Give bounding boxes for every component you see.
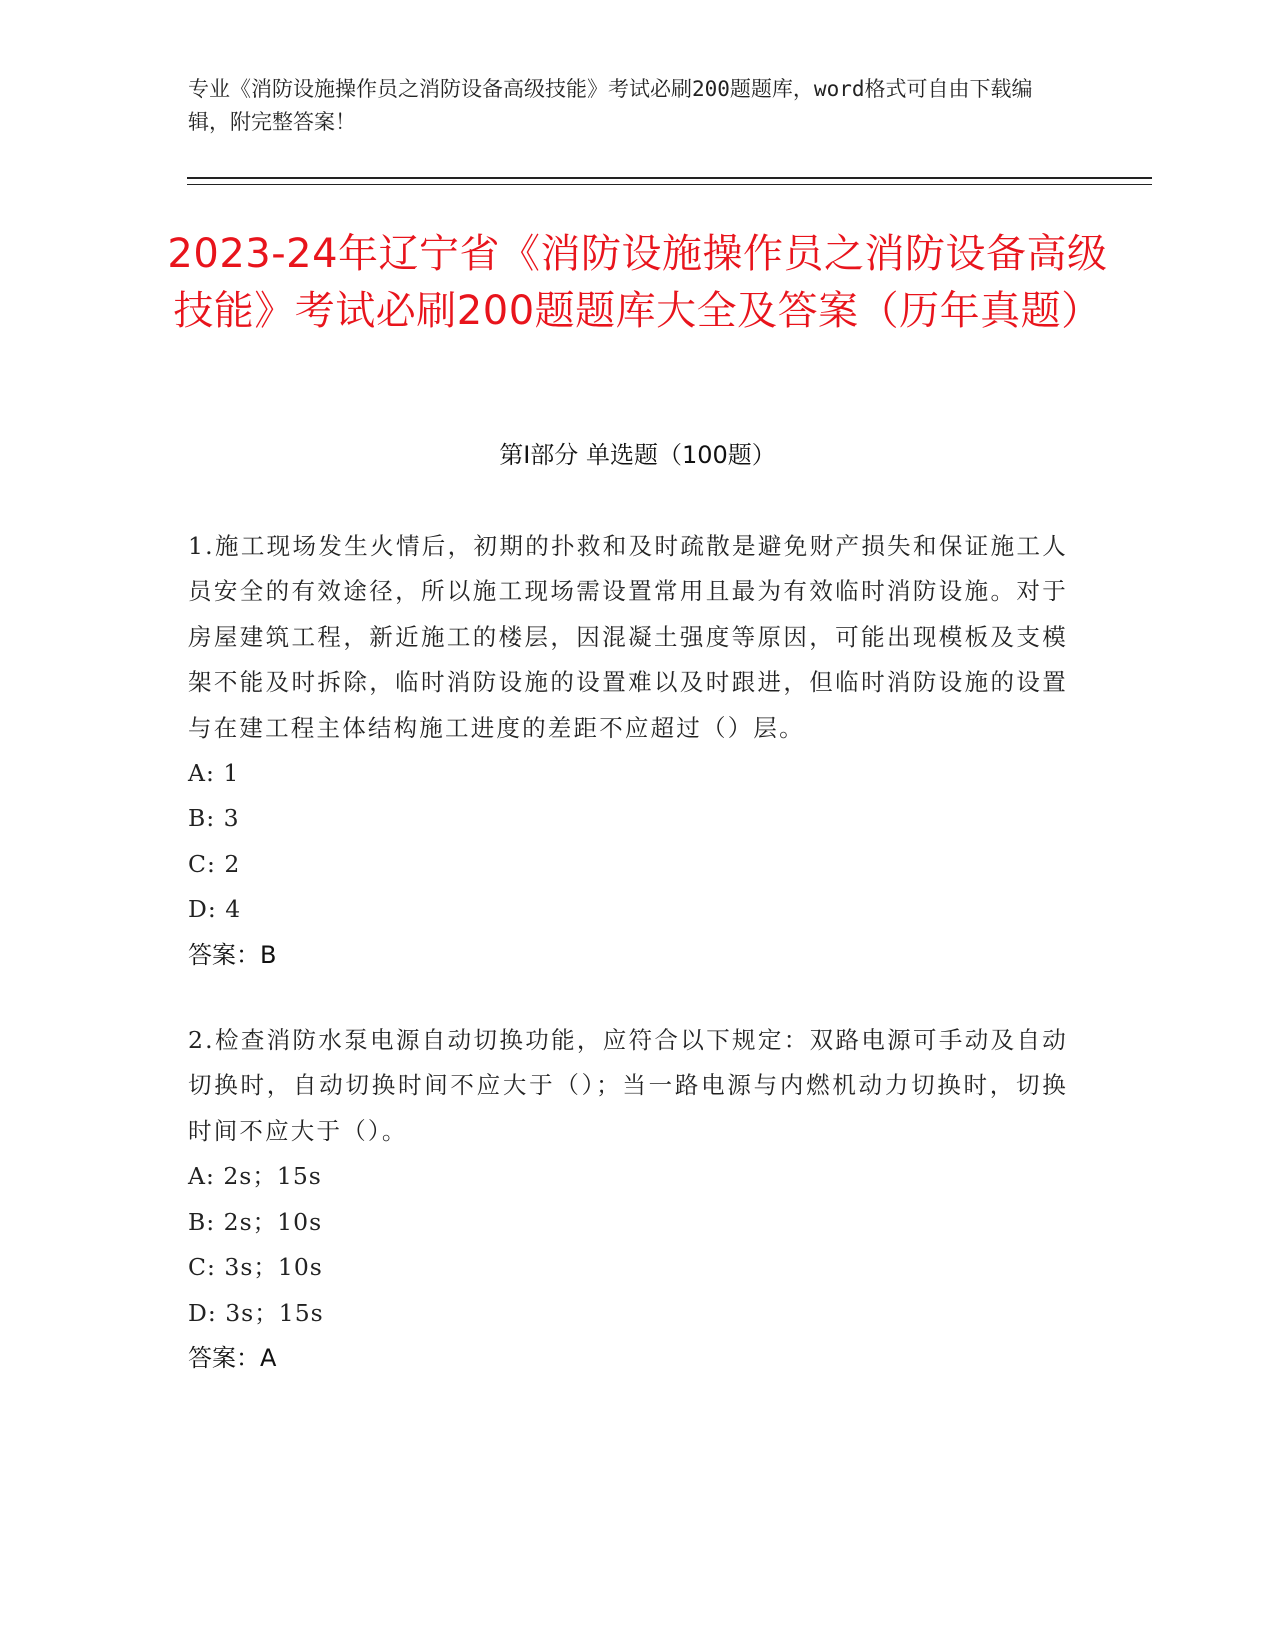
question-text: 1.施工现场发生火情后，初期的扑救和及时疏散是避免财产损失和保证施工人员安全的有效途径，所以施工现场需设置常用且最为有效临时消防设施。对于房屋建筑工程，新近施工的楼层，因混凝土强度等原因，可能出现模板及支模架不能及时拆除，临时消防设施的设置难以及时跟进，但临时消防设施的设置与在建工程主体结构施工进度的差距不应超过（）层。	[188, 532, 1068, 742]
header-note: 专业《消防设施操作员之消防设备高级技能》考试必刷200题题库，word格式可自由下载编辑，附完整答案！	[188, 77, 1033, 134]
header-divider-thin	[187, 184, 1152, 185]
option-c: C: 2	[188, 849, 241, 878]
answer-line: 答案：B	[188, 940, 277, 969]
document-title: 2023-24年辽宁省《消防设施操作员之消防设备高级技能》考试必刷200题题库大全及答案（历年真题）	[167, 231, 1108, 334]
option-b: B: 2s；10s	[188, 1207, 323, 1236]
header-divider-thick	[187, 177, 1152, 179]
option-c: C: 3s；10s	[188, 1253, 323, 1282]
question-list	[188, 524, 1068, 1421]
question-text: 2.检查消防水泵电源自动切换功能，应符合以下规定：双路电源可手动及自动切换时，自动切换时间不应大于（）；当一路电源与内燃机动力切换时，切换时间不应大于（）。	[188, 1026, 1068, 1145]
option-b: B: 3	[188, 804, 240, 833]
option-d: D: 3s；15s	[188, 1298, 324, 1327]
option-a: A: 1	[188, 759, 240, 788]
answer-line: 答案：A	[188, 1343, 277, 1372]
question-item	[188, 524, 1068, 978]
question-item	[188, 1018, 1068, 1381]
section-heading: 第I部分 单选题（100题）	[499, 441, 776, 469]
option-d: D: 4	[188, 895, 242, 924]
option-a: A: 2s；15s	[188, 1162, 322, 1191]
